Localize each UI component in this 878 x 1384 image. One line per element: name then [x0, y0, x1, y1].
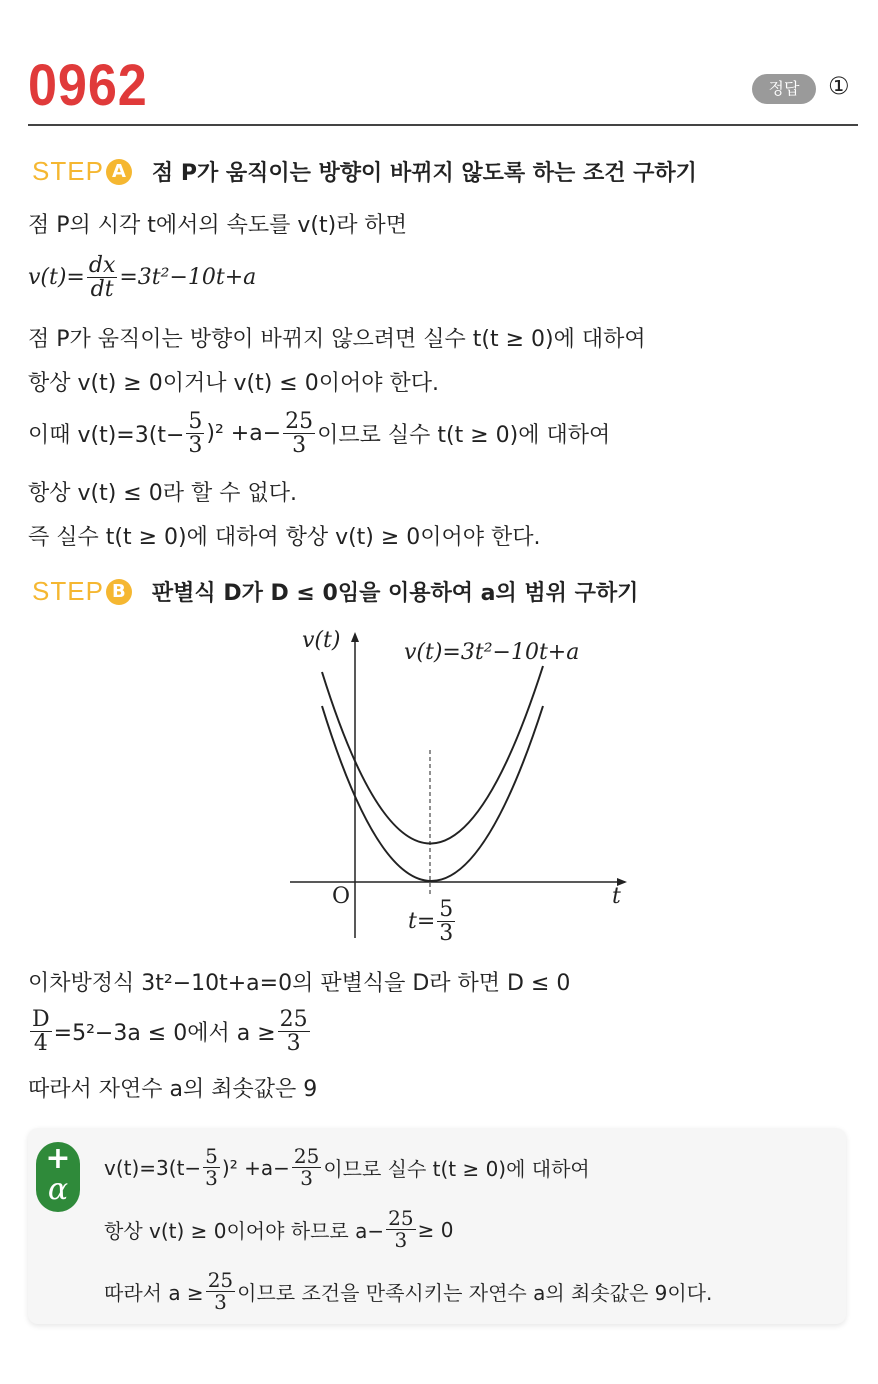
tip-line3-part-a: 따라서 a ≥ [104, 1281, 204, 1305]
fraction-numerator: dx [88, 253, 116, 278]
step-b-line1: 이차방정식 3t²−10t+a=0의 판별식을 D라 하면 D ≤ 0 [28, 971, 571, 996]
step-b-line3: 따라서 자연수 a의 최솟값은 9 [28, 1077, 318, 1102]
step-a-line7: 즉 실수 t(t ≥ 0)에 대하여 항상 v(t) ≥ 0이어야 한다. [28, 525, 541, 550]
graph-y-label: v(t) [302, 628, 341, 653]
graph-curve-label: v(t)=3t²−10t+a [404, 640, 580, 665]
vertex-prefix: t= [408, 909, 436, 935]
tip-line1-part-a: v(t)=3(t− [104, 1155, 202, 1180]
graph-origin-label: O [332, 884, 351, 909]
fraction-numerator: 25 [285, 409, 314, 434]
tip-line2 [104, 1208, 453, 1251]
tip-line1-part-c: 이므로 실수 t(t ≥ 0)에 대하여 [323, 1157, 590, 1181]
fraction-numerator: 25 [388, 1206, 414, 1230]
fraction-denominator: 3 [205, 1166, 218, 1190]
fraction-numerator: 25 [293, 1144, 320, 1168]
problem-number: 0962 [28, 53, 148, 118]
fraction-denominator: 3 [214, 1290, 227, 1314]
tip-line2-part-b: ≥ 0 [417, 1217, 454, 1242]
fraction-25-3 [278, 1008, 310, 1055]
fraction-numerator: 5 [205, 1144, 218, 1168]
step-a-line6: 항상 v(t) ≤ 0라 할 수 없다. [28, 481, 297, 506]
step-a-badge: A [106, 159, 132, 185]
velocity-lhs: v(t)= [28, 265, 85, 291]
velocity-rhs: =3t²−10t+a [119, 265, 257, 291]
tip-line2-part-a: 항상 v(t) ≥ 0이어야 하므로 a− [104, 1219, 385, 1243]
step-b-line2 [28, 1008, 312, 1055]
fraction-numerator: D [32, 1007, 50, 1032]
step-a-line3: 점 P가 움직이는 방향이 바뀌지 않으려면 실수 t(t ≥ 0)에 대하여 [28, 327, 646, 352]
fraction-25-3 [292, 1146, 321, 1189]
fraction-numerator: 5 [188, 409, 203, 434]
fraction-denominator: 3 [292, 433, 307, 459]
tip-line1-part-b: )² +a− [221, 1155, 290, 1180]
tip-line3 [104, 1270, 712, 1313]
graph-vertex-label [408, 898, 457, 945]
alpha-icon: α [47, 1172, 69, 1207]
step-b-badge: B [106, 579, 132, 605]
answer-label: 정답 [768, 79, 800, 98]
fraction-denominator: dt [90, 277, 114, 303]
fraction-numerator: 5 [439, 897, 454, 922]
line5-part-b: )² +a− [206, 421, 282, 447]
plus-alpha-icon [36, 1142, 80, 1212]
fraction-25-3 [206, 1270, 235, 1313]
fraction-numerator: 25 [279, 1007, 308, 1032]
fraction-denominator: 3 [300, 1166, 313, 1190]
fraction-denominator: 3 [439, 921, 454, 947]
step-a-line4: 항상 v(t) ≥ 0이거나 v(t) ≤ 0이어야 한다. [28, 371, 439, 396]
fraction-denominator: 3 [394, 1228, 408, 1252]
fraction-denominator: 3 [286, 1031, 301, 1057]
step-b-line2-mid: =5²−3a ≤ 0에서 a ≥ [53, 1021, 276, 1047]
step-b-title: 판별식 D가 D ≤ 0임을 이용하여 a의 범위 구하기 [151, 581, 639, 606]
step-a-title: 점 P가 움직이는 방향이 바뀌지 않도록 하는 조건 구하기 [151, 161, 697, 186]
y-axis-arrow [351, 632, 359, 642]
plus-icon: + [45, 1141, 71, 1176]
line5-part-c: 이므로 실수 t(t ≥ 0)에 대하여 [317, 423, 611, 449]
fraction-numerator: 25 [207, 1268, 234, 1292]
fraction-denominator: 4 [33, 1031, 48, 1057]
step-a-line1: 점 P의 시각 t에서의 속도를 v(t)라 하면 [28, 213, 407, 238]
step-b-label: STEP [32, 576, 104, 606]
fraction-25-3 [386, 1208, 415, 1251]
answer-value: ① [828, 72, 850, 100]
step-a-label: STEP [32, 156, 104, 186]
graph-x-label: t [612, 884, 621, 909]
tip-line1 [104, 1146, 590, 1189]
tip-line3-part-b: 이므로 조건을 만족시키는 자연수 a의 최솟값은 9이다. [237, 1281, 713, 1305]
fraction-5-3 [203, 1146, 220, 1189]
fraction-denominator: 3 [188, 433, 203, 459]
fraction-D-4 [30, 1008, 52, 1055]
vertex-fraction [437, 898, 455, 945]
line5-part-a: 이때 v(t)=3(t− [28, 423, 185, 449]
